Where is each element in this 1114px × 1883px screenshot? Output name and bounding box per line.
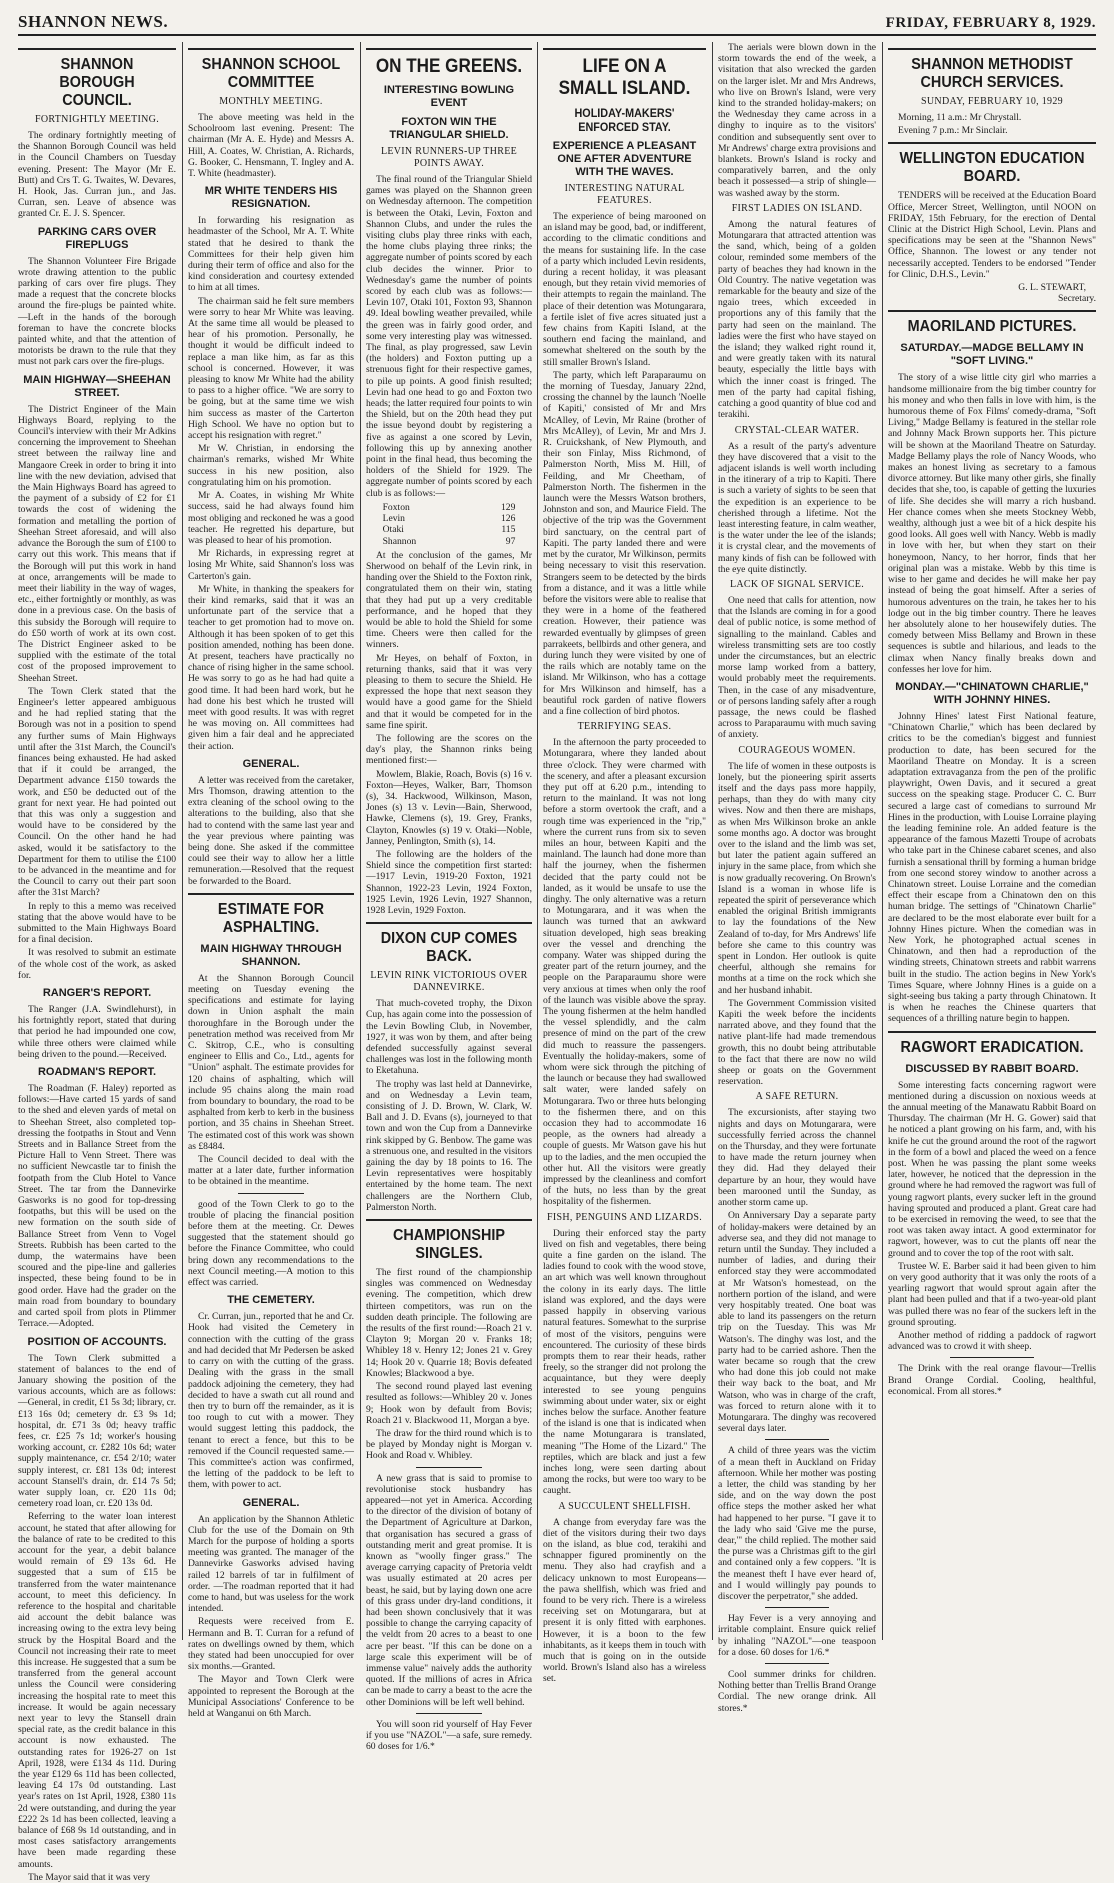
paragraph: The Council decided to deal with the matter at a later date, further information to be obtained in the meantime. [188, 1154, 354, 1188]
headline: DIXON CUP COMES BACK. [380, 930, 518, 966]
subheadline: LEVIN RINK VICTORIOUS OVER DANNEVIRKE. [370, 970, 528, 994]
headline: CHAMPIONSHIP SINGLES. [392, 1227, 505, 1263]
section-heading: GENERAL. [242, 1496, 300, 1509]
section-heading: CRYSTAL-CLEAR WATER. [734, 424, 860, 436]
paragraph: You will soon rid yourself of Hay Fever if you use "NAZOL"—a safe, sure remedy. 60 doses for 1/6.* [366, 1718, 532, 1753]
section-heading: MR WHITE TENDERS HIS RESIGNATION. [204, 185, 338, 211]
headline: LIFE ON A SMALL ISLAND. [558, 56, 691, 99]
score-row [383, 513, 516, 524]
paragraph: A letter was received from the caretaker, Mrs Thomson, drawing attention to the extra cleaning of the school owing to the alterations to the building, also that she had to contend with the same last year and the year previous where painting was being done. She asked if the committee could see their way to allow her a little remuneration.—Resolved that the request be forwarded to the Board. [188, 774, 354, 887]
paragraph: The Shannon Volunteer Fire Brigade wrote drawing attention to the public parking of cars over fire plugs. They made a request that the concrete blocks around the fire-plugs be painted white.—Left in the hands of the borough foreman to have the concrete blocks painted white, and that the attention of motorists be drawn to the rule that they must not park cars over the fire-plugs. [18, 255, 176, 368]
subheadline: HOLIDAY-MAKERS' ENFORCED STAY. [574, 106, 675, 134]
divider [18, 48, 176, 50]
score-table [383, 502, 516, 547]
section-heading: FISH, PENGUINS AND LIZARDS. [546, 1211, 703, 1223]
paragraph: One need that calls for attention, now that the Islands are coming in for a good deal of public notice, is some method of signalling to the mainland. Cables and wireless transmitting sets are too costly under the circumstances, but an electric morse lamp worked from a battery, would probably meet the requirements. Then, in the case of any misadventure, or of persons landing safely after a rough passage, the news could be flashed across to Paraparaumu with much saving of anxiety. [718, 594, 876, 741]
paragraph: The party, which left Paraparaumu on the morning of Tuesday, January 22nd, crossing the channel by the launch 'Noelle of Kapiti,' consisted of Mr and Mrs McAlley, of Levin, Mr Raine (brother of Mrs McAlley), of Levin, Mr and Mrs J. R. Cruickshank, of New Plymouth, and their son Finlay, Miss Richmond, of Palmerston North, Miss M. Hill, of Feilding, and Mr Cheetham, of Palmerston North. The fishermen in the launch were the Messrs Watson brothers, Johnston and son, and Maurice Field. The objective of the trip was the Government bird sanctuary, on the central part of Kapiti. The party landed there and were met by the curator, Mr Wilkinson, permits being necessary to visit this reservation. Strangers seem to be detected by the birds from a distance, and it was a little while before the visitors were able to realise that they were in a home of the feathered creation. However, their patience was rewarded eventually by glimpses of green parrakeets, bellbirds and other genera, and during lunch they were visited by one of the rails which are notably tame on the island. Mr Wilkinson, who has a cottage for Mrs Wilkinson and himself, has a beautiful rock garden of native flowers and a fine collection of bird photos. [543, 369, 706, 717]
column-rule [360, 42, 361, 1640]
headline: WELLINGTON EDUCATION BOARD. [899, 150, 1085, 186]
section-heading: A SUCCULENT SHELLFISH. [558, 1500, 691, 1512]
subheadline: FORTNIGHTLY MEETING. [34, 114, 159, 125]
column-small-island [543, 42, 706, 1685]
score-club: Foxton [382, 501, 410, 513]
paragraph: The District Engineer of the Main Highways Board, replying to the Council's interview with their Mr Adkins concerning the improvement to Sheehan street between the railway line and Mangaore Creek in order to bring it into line with the new deviation, advised that the Main Highways Board has agreed to the payment of a subsidy of £2 for £1 towards the cost of widening the formation and metalling the portion of Sheehan Street aforesaid, and will also advance the Borough the sum of £100 to carry out this work. This means that if the Borough will put this work in hand at once, arrangements will be made to meet their liability in the way of wages, etc., either fortnightly or monthly, as was done in a previous case. On the basis of this subsidy the Borough will require to do £50 worth of work at its own cost. The District Engineer asked to be supplied with the estimate of the total cost of the proposed improvement to Sheehan Street. [18, 403, 176, 684]
section-heading: MAIN HIGHWAY—SHEEHAN STREET. [23, 373, 171, 399]
paragraph: Cool summer drinks for children. Nothing better than Trellis Brand Orange Cordial. The new orange drink. All stores.* [718, 1669, 877, 1714]
headline: SHANNON SCHOOL COMMITTEE [201, 56, 341, 91]
paragraph: Mr A. Coates, in wishing Mr White success, said he had always found him most obliging and reckoned he was a good teacher. He regretted his departure, but was pleased to hear of his promotion. [188, 490, 354, 546]
score-row [383, 524, 516, 535]
score-points: 97 [505, 535, 516, 547]
issue-date: FRIDAY, FEBRUARY 8, 1929. [885, 15, 1096, 31]
paragraph: In reply to this a memo was received stating that the above would have to be submitted to the Main Highways Board for a final decision. [18, 900, 176, 946]
paragraph: During their enforced stay the party lived on fish and vegetables, there being quite a fine garden on the island. The ladies found to cook with the wood stove, an art which was well known throughout the colony in its early days. The little island was explored, and the days were passed happily in observing various natural features. Somewhat to the surprise of most of the visitors, penguins were encountered. The curiosity of these birds prompts them to rear their heads, rather freely, so the stranger did not prolong the acquaintance, but they were deeply interested to see young penguins swimming about under water, six or eight inches below the surface. Another feature of the island is one that is indicated when the name Motungarara is translated, meaning "The Home of the Lizard." The reptiles, which are black and just a few inches long, were seen darting about among the rocks, but were too wary to be caught. [543, 1227, 706, 1497]
column-rule [182, 42, 183, 1640]
paragraph: The Mayor and Town Clerk were appointed to represent the Borough at the Municipal Associations' Conference to be held at Wanganui on 6th March. [188, 1674, 354, 1719]
subheadline: SATURDAY.—MADGE BELLAMY IN "SOFT LIVING." [900, 342, 1084, 368]
score-club: Otaki [382, 524, 404, 536]
paragraph: The trophy was last held at Dannevirke, and on Wednesday a Levin team, consisting of J. D. Brown, W. Clark, W. Ball and J. D. Evans (s), journeyed to that town and won the Cup from a Dannevirke rink skipped by G. Benbow. The game was a strenuous one, and resulted in the visitors gaining the day by 18 points to 16. The Levin representatives were hospitably entertained by the home team. The next challengers are the Northern Club, Palmerston North. [366, 1078, 532, 1213]
subheadline: EXPERIENCE A PLEASANT ONE AFTER ADVENTURE WITH THE WAVES. [552, 140, 697, 178]
column-on-the-greens [366, 42, 532, 1753]
paragraph: Trustee W. E. Barber said it had been given to him on very good authority that it was only the roots of a yearling ragwort that would sprout again after the plant had been pulled and that if a two-year-old plant was pulled there was no fear of the suckers left in the ground sprouting. [888, 1260, 1096, 1328]
divider [765, 1607, 828, 1608]
paragraph: The Ranger (J.A. Swindlehurst), in his fortnightly report, stated that during that period he had impounded one cow, while three others were claimed while being driven to the pound.—Received. [18, 1004, 176, 1060]
paragraph: The chairman said he felt sure members were sorry to hear Mr White was leaving. At the same time all would be pleased to hear of his promotion. Personally, he thought it would be difficult indeed to replace a man like him, as far as this school is concerned. However, it was pleasing to know Mr White had the ability to pass to a higher office. "We are sorry to be going, but at the same time we wish him success as master of the Carterton High School. We have no option but to accept his resignation with regret." [188, 295, 354, 442]
paragraph: The final round of the Triangular Shield games was played on the Shannon green on Wednesday afternoon. The competition is between the Otaki, Levin, Foxton and Shannon Clubs, and under the rules the visiting clubs play three rinks with each, the home clubs playing three rinks; the aggregate number of points scored by each club decides the winner. Prior to Wednesday's game the number of points scored by each club was as follows:—Levin 107, Otaki 101, Foxton 93, Shannon 49. Ideal bowling weather prevailed, while the green was in fairly good order, and some very interesting play was witnessed. The final, as play progressed, saw Levin (the holders) and Foxton putting up a strenuous fight for their respective games, to pile up points. A good finish resulted; Levin had one head to go and Foxton two heads; the latter required four points to win the Shield, but on the 20th head they put the issue beyond doubt by registering a five as against a one scored by Levin, following this up by annexing another point in the final head, thus becoming the holders of the Shield for 1929. The aggregate number of points scored by each club is as follows:— [366, 174, 532, 499]
paragraph: A child of three years was the victim of a mean theft in Auckland on Friday afternoon. While her mother was posting a letter, the child was standing by her side, and on the way down the post office steps the mother asked her what had happened to her purse. "I gave it to the lady who said 'Give me the purse, dear,'" the child replied. The mother said the purse was a Christmas gift to the girl and contained only a few coppers. "It is the meanest theft I have ever heard of, and I would willingly pay pounds to discover the perpetrator," she added. [718, 1445, 876, 1602]
divider [416, 1713, 482, 1714]
section-heading: RANGER'S REPORT. [42, 987, 152, 1000]
section-heading: POSITION OF ACCOUNTS. [27, 1335, 167, 1348]
divider [416, 1467, 482, 1468]
divider [765, 1663, 828, 1664]
paragraph: An application by the Shannon Athletic Club for the use of the Domain on 9th March for the purpose of holding a sports meeting was granted. The manager of the Dannevirke Gasworks advised having railed 12 barrels of tar in fulfilment of order. —The roadman reported that it had come to hand, but was useless for the work intended. [188, 1513, 354, 1615]
paragraph: The Mayor said that it was very [28, 1871, 151, 1883]
divider [888, 142, 1096, 144]
paragraph: The excursionists, after staying two nights and days on Motungarara, were successfully ferried across the channel on the Thursday, and they were fortunate to have made the return journey when they did. Had they delayed their departure by an hour, they would have been marooned until the Sunday, as another storm came up. [718, 1107, 876, 1209]
paragraph: The Town Clerk submitted a statement of balances to the end of January showing the position of the various accounts, which are as follows:—General, in credit, £1 5s 3d; library, cr. £13 16s 0d; cemetery dr. £3 9s 1d; hospital, dr. £71 3s 0d; heavy traffic fees, cr. £25 7s 1d; worker's housing working account, cr. £282 10s 6d; water supply maintenance, cr. £54 2/10; water supply interest, cr. £81 13s 0d; interest account Stansell's drain, dr. £14 7s 5d; water supply loan, cr. £20 11s 0d; cemetery road loan, cr. £20 13s 0d. [18, 1352, 176, 1510]
paragraph: The ordinary fortnightly meeting of the Shannon Borough Council was held in the Council Chambers on Tuesday evening. Present: The Mayor (Mr E. Butt) and Crs T. G. Twaites, W. Devares, H. Hook, Jas. Curran jun., and Jas. Curran, sen. Leave of absence was granted Cr. E. J. S. Spencer. [18, 130, 176, 220]
divider [366, 1219, 532, 1221]
column-island-continued [718, 42, 877, 1714]
paragraph: Another method of ridding a paddock of ragwort advanced was to crowd it with sheep. [888, 1330, 1096, 1353]
divider [238, 1193, 304, 1194]
paragraph: A new grass that is said to promise to revolutionise stock husbandry has appeared—not yet in America. According to the director of the division of botany of the Department of Agriculture at Darkon, that organisation has secured a grass of outstanding merit and great promise. It is known as "woolly finger grass." The average carrying capacity of Pretoria veldt was usually estimated at 20 acres per beast, he said, but by laying down one acre of this grass under dry-land conditions, it had been shown conclusively that it was possible to change the carrying capacity of the veldt from 20 acres to a beast to one acre per beast. "If this can be done on a large scale this experiment will be of immense value" naively adds the authority quoted. If the millions of acres in Africa can be made to carry a beast to the acre the other Dominions will be left well behind. [366, 1472, 532, 1708]
paragraph: Hay Fever is a very annoying and irritable complaint. Ensure quick relief by inhaling "NAZOL"—one teaspoon for a dose. 60 doses for 1/6.* [718, 1613, 876, 1658]
headline: ESTIMATE FOR ASPHALTING. [217, 900, 325, 936]
score-row [383, 502, 516, 513]
subheadline: MONDAY.—"CHINATOWN CHARLIE," WITH JOHNNY HINES. [895, 680, 1089, 706]
service-morning: Morning, 11 a.m.: Mr Chrystall. [898, 112, 1022, 123]
signature: G. L. STEWART, [1018, 282, 1086, 294]
paragraph: Mowlem, Blakie, Roach, Bovis (s) 16 v. Foxton—Heyes, Walker, Barr, Thomson (s), 34. Hackwood, Wilkinson, Mason, Jones (s) 13 v. Levin—Bain, Sherwood, Hawke, Clemens (s), 19. Grey, Franks, Clayton, Knowles (s) 19 v. Otaki—Noble, Janney, Penlington, Smith (s), 14. [366, 768, 532, 847]
paragraph: Mr Richards, in expressing regret at losing Mr White, said Shannon's loss was Carterton's gain. [188, 548, 354, 582]
paragraph: The following are the scores on the day's play, the Shannon rinks being mentioned first:— [366, 732, 532, 767]
column-rule [537, 42, 538, 1640]
subheadline: INTERESTING BOWLING EVENT [383, 84, 515, 109]
service-evening: Evening 7 p.m.: Mr Sinclair. [898, 125, 1008, 137]
paragraph: In the afternoon the party proceeded to Motungarara, where they landed about three o'clock. They were charmed with the scenery, and after a pleasant excursion they put off at 6.20 p.m., intending to return to the mainland. It was not long before a storm overtook the craft, and a rough time was experienced in the "rip," where the current runs from six to seven miles an hour, between Kapiti and the mainland. The launch had done more than half the journey, when the fishermen decided that the party could not be landed, as it would be unsafe to use the dinghy. The only alternative was a return to Motungarara, and it was when the launch was turned that an awkward situation developed, high seas breaking over the vessel and drenching the company. Water was shipped during the greater part of the return journey, and the people on the Paraparaumu shore were very anxious at times when only the roof of the launch was visible above the spray. The young fishermen at the helm handled the vessel splendidly, and the calm presence of mind on the part of the crew did much to reassure the passengers. Eventually the holiday-makers, some of whom were sick through the pitching of the launch or because they had swallowed salt water, were landed safely on Motungarara. Two or three huts belonging to the fishermen there, and on this occasion they had to accommodate 16 people, as the owners had already a couple of guests. Mr Watson gave his hut up to the ladies, and the men occupied the other hut. All the visitors were greatly impressed by the cleanliness and comfort of the huts, no less than by the great hospitality of the fishermen. [543, 737, 706, 1208]
paragraph: The life of women in these outposts is lonely, but the pioneering spirit asserts itself and the days pass more happily, perhaps, than they do with many city wives. Now and then there are mishaps, as when Mrs Wilkinson broke an ankle some months ago. A doctor was brought over to the island and the limb was set, but later the patient again suffered an injury in the same place, from which she is now gradually recovering. On Brown's Island is a woman in whose life is repeated the spirit of perseverance which enabled the original British immigrants to lay the foundations of the New Zealand of to-day, for Mrs Andrews' life before she came to this country was spent in London. Her outlook is quite cheerful, although she remains for months at a time on the rock which she and her husband inhabit. [718, 760, 876, 996]
subheadline: FOXTON WIN THE TRIANGULAR SHIELD. [389, 116, 509, 141]
headline: SHANNON BOROUGH COUNCIL. [59, 56, 135, 109]
score-club: Levin [382, 513, 405, 525]
paragraph: At the conclusion of the games, Mr Sherwood on behalf of the Levin rink, in handing over the Shield to the Foxton rink, congratulated them on their win, stating that they had put up a very creditable performance, and he hoped that they would be able to hold the Shield for some time. Cheers were then called for the winners. [366, 549, 532, 651]
service-date: SUNDAY, FEBRUARY 10, 1929 [921, 96, 1063, 107]
divider [765, 1439, 828, 1440]
section-heading: GENERAL. [242, 757, 300, 770]
headline: SHANNON METHODIST CHURCH SERVICES. [911, 56, 1073, 91]
section-heading: LACK OF SIGNAL SERVICE. [729, 578, 865, 590]
subheadline: INTERESTING NATURAL FEATURES. [564, 183, 685, 206]
headline: MAORILAND PICTURES. [907, 318, 1077, 336]
column-rule [712, 42, 713, 1640]
paragraph: That much-coveted trophy, the Dixon Cup, has again come into the possession of the Levin Bowling Club, in November, 1927, it was won by them, and after being defended successfully against several challenges was lost in the following month to Eketahuna. [366, 998, 532, 1077]
column-school-committee [188, 42, 354, 1719]
paragraph: Johnny Hines' latest First National feature, "Chinatown Charlie," which has been declared by critics to be the comedian's biggest and funniest production to date, has been secured for the Maoriland Theatre on Monday. It is a screen adaptation extravaganza from the pen of the prolific playwright, Owen Davis, and it secured a great success on the speaking stage. Producer C. C. Burr secured a large cast of comedians to surround Mr Hines in the production, with Louise Lorraine playing the leading feminine role. An added feature is the appearance of the famous Mazetti Troupe of acrobats who take part in the Chinese cabaret scenes, and also furnish a sensational thrill by forming a human bridge from one second storey window to another across a Chinatown street. Louise Lorraine and the comedian effect their escape from a Chinatown den on this human bridge. The settings of "Chinatown Charlie" are declared to be the most elaborate ever built for a Johnny Hines picture. When the comedian was in New York, he photographed actual scenes in Chinatown, and then had a reproduction of the winding streets, Chinatown streets and rabbit warrens built in the studio. The action begins in New York's Times Square, where Johnny Hines is a guide on a sight-seeing bus taking a party through Chinatown. It is when he reaches the Chinese quarters that sequences of a thrilling nature begin to happen. [888, 710, 1096, 1025]
paragraph: The story of a wise little city girl who marries a handsome millionaire from the big timber country for his money and who then falls in love with him, is the humorous theme of Fox Films' comedy-drama, "Soft Living," Madge Bellamy is featured in the stellar role and Johnny Mack Brown supports her. This picture will be shown at the Maoriland Theatre on Saturday. Madge Bellamy plays the role of Nancy Woods, who makes an honest living as secretary to a famous divorce attorney. But like many other girls, she finally decides that she, too, is capable of getting the luxuries of life. She decides she will marry a rich husband. Her chance comes when she meets Stockney Webb, wealthy, although just a wee bit of a hick despite his good looks. All goes well with Nancy. Webb is madly in love with her, but when they start on their honeymoon, Nancy, to her horror, finds that her original plan was a mistake. Webb by this time is wise to her game and decides he will make her pay instead of being the goat himself. After a series of humorous adventures on the train, he takes her to his lodge out in the big timber country. There he leaves her absolutely alone to her housewifely duties. The comedy between Miss Bellamy and Brown in these sequences is subtle and hilarious, and leads to the climax when Nancy finally breaks down and confesses her love for him. [888, 372, 1096, 675]
subheadline: MAIN HIGHWAY THROUGH SHANNON. [200, 942, 342, 968]
signature-title: Secretary. [1058, 293, 1096, 305]
paragraph: TENDERS will be received at the Education Board Office, Mercer Street, Wellington, until NOON on FRIDAY, 15th February, for the erection of Dental Clinic at the District High School, Levin. Plans and specifications may be seen at the "Shannon News" Office, Shannon. The lowest or any tender not necessarily accepted. Tenders to be endorsed "Tender for Clinic, D.H.S., Levin." [888, 190, 1096, 280]
paragraph: On Anniversary Day a separate party of holiday-makers were detained by an adverse sea, and they did not manage to return until the Sunday. They included a number of ladies, and during their enforced stay they were accommodated at Mr Watson's homestead, on the northern portion of the island, and were very hospitably treated. One boat was able to land its passengers on the return trip on the Tuesday. This was Mr Watson's. The dinghy was lost, and the party had to be carried ashore. Then the water became so rough that the crew who had done this job could not make their way back to the boat, and Mr Watson, who was in charge of the craft, was forced to return alone with it to Motungarara. The dinghy was recovered several days later. [718, 1210, 876, 1435]
paragraph: The Town Clerk stated that the Engineer's letter appeared ambiguous and he had replied stating that the Borough was not in a position to spend any further sums of Main Highways until after the 31st March, the Council's finances being exhausted. He had asked that if it could be arranged, the Department advance £150 towards the work, and £50 be deducted out of the grant for next year. He had pointed out that this was only a suggestion and would have to be considered by the Council. On the other hand he had asked, would it be satisfactory to the Department for them to utilise the £100 to be advanced in the meantime and for the Council to carry out their part soon after the 31st March? [18, 685, 176, 899]
paragraph: Requests were received from E. Hermann and B. T. Curran for a refund of rates on dwellings owned by them, which they stated had been unoccupied for over six months.—Granted. [188, 1616, 354, 1673]
divider [366, 48, 532, 50]
headline: ON THE GREENS. [375, 56, 523, 77]
paragraph: The aerials were blown down in the storm towards the end of the week, a visitation that also wrecked the garden on the larger islet. Mr and Mrs Andrews, who live on Brown's Island, were very kind to the stranded holiday-makers; on the Wednesday they came across in a dinghy to inquire as to the visitors' condition and subsequently sent over to Mr Andrews' charge extra provisions and blankets. Brown's Island is rocky and comparatively barren, and the only beach it possessed—a strip of shingle—was washed away by the storm. [718, 42, 876, 199]
paragraph: A change from everyday fare was the diet of the visitors during their two days on the island, as blue cod, terakihi and schnapper figured prominently on the menu. They also had crayfish and a delicacy unknown to most Europeans—the pawa shellfish, which was fried and found to be very rich. There is a wireless receiving set on Motungarara, but at present it is only fitted with earphones. However, it is a boon to the few inhabitants, as it keeps them in touch with much that is going on in the outside world. Brown's Island also has a wireless set. [543, 1516, 706, 1685]
column-notices [888, 42, 1096, 1640]
paragraph: Cr. Curran, jun., reported that he and Cr. Hook had visited the Cemetery in connection with the cutting of the grass and had decided that Mr Pedersen be asked to carry on with the cutting of the grass. Dealing with the grass in the small paddock adjoining the cemetery, they had decided to have a swath cut all round and then try to burn off the remainder, as it is too rough to cut with a mower. They would suggest letting this paddock, the tenant to erect a fence, but this to be removed if the Council requested same.—This committee's action was confirmed, the letting of the paddock to be left to them, with power to act. [188, 1311, 354, 1491]
paragraph: The following are the holders of the Shield since the competition first started:—1917 Levin, 1919-20 Foxton, 1921 Shannon, 1922-23 Levin, 1924 Foxton, 1925 Levin, 1926 Levin, 1927 Shannon, 1928 Levin, 1929 Foxton. [366, 848, 532, 916]
paragraph: Among the natural features of Motungarara that attracted attention was the sand, which, being of a golden colour, reminded some members of the party of beaches they had known in the Old Country. The native vegetation was remarkable for the beauty and size of the ngaio trees, which exceeded in proportions any of this family that the party had seen on the mainland. The ladies were the first who have stayed on the island; they walked right round it, and were greatly taken with its natural beauty, especially the little bays with which the inner coast is fringed. The men of the party had capital fishing, catching a good quantity of blue cod and terakihi. [718, 218, 876, 421]
score-points: 115 [501, 524, 516, 536]
paragraph: The Drink with the real orange flavour—Trellis Brand Orange Cordial. Cooling, healthful, economical. From all stores.* [888, 1363, 1096, 1397]
divider [950, 1357, 1033, 1358]
section-heading: PARKING CARS OVER FIREPLUGS [37, 225, 157, 251]
section-heading: THE CEMETERY. [227, 1294, 315, 1307]
paragraph: In forwarding his resignation as headmaster of the School, Mr A. T. White stated that he desired to thank the Committees for their help given him during their term of office and also for the kind consideration and courtesy extended to him at all times. [188, 215, 354, 294]
section-heading: ROADMAN'S REPORT. [37, 1066, 157, 1079]
score-row [383, 536, 516, 547]
divider [888, 48, 1096, 50]
paragraph: Mr W. Christian, in endorsing the chairman's remarks, wished Mr White success in his new position, also congratulating him on his promotion. [188, 443, 354, 488]
paragraph: The experience of being marooned on an island may be good, bad, or indifferent, according to the climatic conditions and the means for sustaining life. In the case of a party which included Levin residents, during a recent holiday, it was pleasant enough, but they retain vivid memories of their attempts to regain the mainland. The place of their detention was Motungarara, a fertile islet of five acres situated just a few chains from Kapiti Island, at the southern end facing the mainland, and somewhat sheltered on the south by the still smaller Brown's Island. [543, 211, 706, 368]
paragraph: At the Shannon Borough Council meeting on Tuesday evening the specifications and estimate for laying down in Union asphalt the main thoroughfare in the Borough under the penetration method was received from Mr C. Skitrop, C.E., who is consulting engineer to Ellis and Co., Ltd., agents for "Union" asphalt. The estimate provides for 120 chains of asphalting, which will include 95 chains along the main road from boundary to boundary, the road to be asphalted from kerb to kerb in the business portion, and 35 chains in Sheehan Street. The estimated cost of this work was shown as £8484. [188, 972, 354, 1152]
score-club: Shannon [382, 535, 417, 547]
paragraph: Mr White, in thanking the speakers for their kind remarks, said that it was an unfortunate part of the service that a teacher to get promotion had to move on. Although it has been spoken of to get this position amended, nothing has been done. At present, teachers have practically no chance of rising higher in the same school. He was sorry to go as he had had quite a good time. It had been hard work, but he had done his best which he trusted will meet with good results. It was with regret he was moving on. All committees had given him a fair deal and he appreciated their action. [188, 583, 354, 752]
divider [188, 48, 354, 50]
subheadline: DISCUSSED BY RABBIT BOARD. [905, 1062, 1079, 1075]
score-points: 129 [501, 501, 516, 513]
paragraph: Referring to the water loan interest account, he stated that after allowing for the balance of rate to be credited to this account for the year, a debit balance would remain of £9 13s 6d. He suggested that a sum of £15 be transferred from the water maintenance account, to meet this deficiency. In reference to the hospital and charitable aid account the debit balance was increasing owing to the extra levy being struck by the Hospital Board and the Council not increasing their rate to meet this increase. He suggested that a sum be transferred from the general account unless the Council were considering increasing the hospital rate to meet this increase. It would be again necessary next year to levy the Stansell drain special rate, as the credit balance in this account is now exhausted. The outstanding rates for 1926-27 on 1st April, 1928, were £134 4s 11d. During the year £129 6s 11d has been collected, leaving £4 17s 0d outstanding. Last year's rates on 1st April, 1928, £380 11s 2d were outstanding, and during the year £222 2s 1d has been collected, leaving a balance of £68 9s 1d outstanding, and in most cases satisfactory arrangements have been made regarding these amounts. [18, 1511, 176, 1870]
column-borough-council [18, 42, 176, 1883]
divider [543, 48, 706, 50]
headline: RAGWORT ERADICATION. [900, 1038, 1084, 1056]
newspaper-title: SHANNON NEWS. [18, 12, 169, 31]
paragraph: The second round played last evening resulted as follows:—Whibley 20 v. Jones 9; Hook won by default from Bovis; Roach 21 v. Blackwood 11, Morgan a bye. [366, 1381, 532, 1426]
paragraph: The above meeting was held in the Schoolroom last evening. Present: The chairman (Mr A. E. Hyde) and Messrs A. Hill, A. Coates, W. Christian, A. Richards, G. Booker, C. Hensmann, T. Ingley and A. T. White (headmaster). [188, 112, 354, 180]
divider [188, 893, 354, 895]
masthead [18, 4, 1096, 36]
paragraph: The Roadman (F. Haley) reported as follows:—Have carted 15 yards of sand to the shed and eleven yards of metal on to Sheehan Street, also completed top-dressing the footpaths in Stout and Venn Streets and in Ballance Street from the Picture Hall to Venn Street. There was no sufficient Newcastle tar to finish the footpath from the Club Hotel to Vance Street. The tar from the Dannevirke Gasworks is no good for top-dressing footpaths, but this will be used on the new formation on the south side of Ballance Street from Venn to Vogel Streets. Rubbish has been carted to the dump, the watermains have been scoured and the pipe-line and galleries inspected, these being found to be in good order. Have had the grader on the main road from boundary to boundary and carted spoil from plots in Plimmer Terrace.—Adopted. [18, 1083, 176, 1330]
column-rule [882, 42, 883, 1640]
paragraph: The draw for the third round which is to be played by Monday night is Morgan v. Hook and Road v. Whibley. [366, 1427, 532, 1462]
divider [888, 310, 1096, 312]
paragraph: The first round of the championship singles was commenced on Wednesday evening. The competition, which drew thirteen competitors, was run on the sudden death principle. The following are the results of the first round:—Roach 21 v. Clayton 9; Morgan 20 v. Franks 18; Whibley 18 v. Henry 12; Jones 21 v. Grey 14; Hook 20 v. Quarrie 18; Bovis defeated Knowles; Blackwood a bye. [366, 1267, 532, 1379]
divider [888, 1031, 1096, 1033]
paragraph: good of the Town Clerk to go to the trouble of placing the financial position before them at the meeting. Cr. Dewes suggested that the statement should go before the Finance Committee, who could bring down any recommendations to the next Council meeting.—A motion to this effect was carried. [188, 1198, 354, 1289]
section-heading: TERRIFYING SEAS. [577, 721, 672, 733]
paragraph: Some interesting facts concerning ragwort were mentioned during a discussion on noxious weeds at the annual meeting of the Manawatu Rabbit Board on Thursday. The chairman (Mr H. G. Gower) said that he noticed a plant growing on his farm, and, with his knife he cut the ground around the root of the ragwort in the form of a bowl and placed the weed on a fence post. When he was passing the plant some weeks later, however, he noticed that the depression in the ground where he had removed the ragwort was full of young ragwort plants, every sucker left in the ground having sprouted and produced a plant. Great care had to be exercised in removing the weed, to see that the root was taken away intact. A good exterminator for ragwort, however, was to cut the plants off near the ground and to cover the top of the root with salt. [888, 1079, 1096, 1259]
section-heading: A SAFE RETURN. [755, 1091, 839, 1103]
paragraph: Mr Heyes, on behalf of Foxton, in returning thanks, said that it was very pleasing to them to secure the Shield. He expressed the hope that next season they would have a good game for the Shield and that it would be competed for in the same fine spirit. [366, 652, 532, 731]
subheadline: LEVIN RUNNERS-UP THREE POINTS AWAY. [380, 146, 518, 169]
subheadline: MONTHLY MEETING. [219, 96, 323, 107]
section-heading: COURAGEOUS WOMEN. [738, 744, 856, 756]
paragraph: The Government Commission visited Kapiti the week before the incidents narrated above, and they found that the native plant-life had made tremendous growth, this no doubt being attributable to the fact that there are now no wild sheep or goats on the Government reservation. [718, 997, 876, 1088]
divider [366, 922, 532, 924]
paragraph: It was resolved to submit an estimate of the whole cost of the work, as asked for. [18, 947, 176, 981]
section-heading: FIRST LADIES ON ISLAND. [731, 202, 863, 214]
paragraph: As a result of the party's adventure they have discovered that a visit to the adjacent islands is well worth including in the itinerary of a trip to Kapiti. There is such a variety of sights to be seen that the expedition is an experience to be cherished through a lifetime. Not the least interesting feature, in calm weather, is the water under the lee of the islands; it is crystal clear, and the movements of many kinds of fish can be followed with the eye quite distinctly. [718, 440, 876, 575]
score-points: 126 [501, 513, 516, 525]
